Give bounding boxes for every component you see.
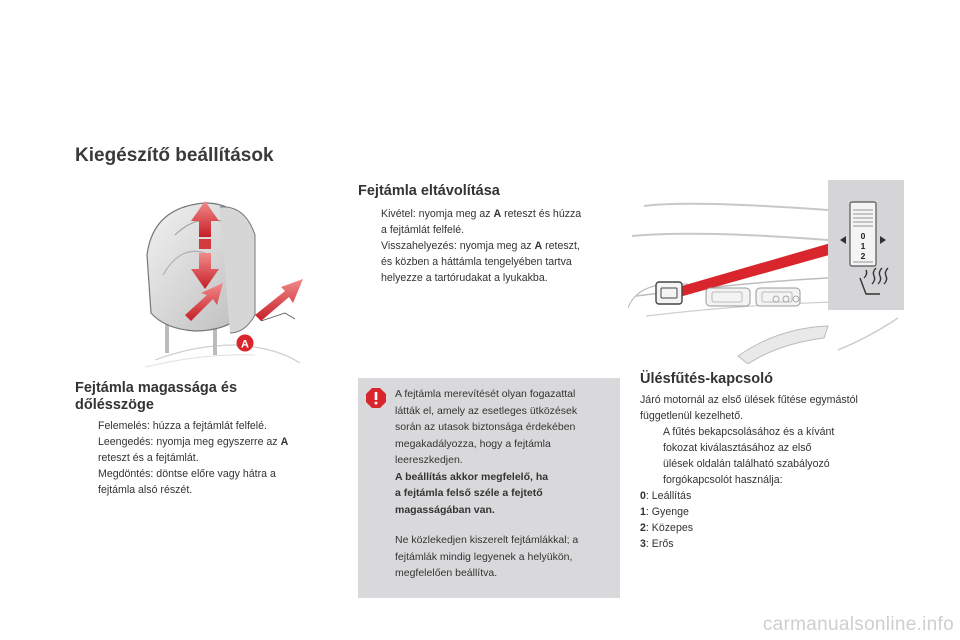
level-item: 0: Leállítás [640, 490, 692, 502]
seat-heating-intro: Járó motornál az első ülések fűtése egymástól függetlenül kezelhető. [640, 394, 858, 422]
footer-watermark: carmanualsonline.info [762, 614, 954, 635]
headrest-height-heading: Fejtámla magassága és dőlésszöge [75, 380, 238, 413]
dial-label-1: 1 [860, 241, 866, 251]
level-item: 2: Közepes [640, 522, 694, 534]
seat-heating-illustration [628, 178, 906, 364]
headrest-height-list [75, 418, 330, 498]
seat-heating-heading: Ülésfűtés-kapcsoló [640, 371, 773, 387]
warning-text: A fejtámla merevítését olyan fogazattal látták el, amely az esetleges ütközések során az utasok biztonsága érdekében megakadályozza, hogy a fejtámla leereszkedjen. A beállítás akkor megfelelő, ha a fejtámla felső széle a fejtető magasságában van. Ne közlekedjen kiszerelt fejtámlákkal; a fejtámlák mindig legyenek a helyükön, megfelelően beállítva. [395, 388, 579, 579]
warning-box [358, 378, 620, 598]
level-item: 3: Erős [640, 538, 674, 550]
figure-label-a: A [241, 338, 249, 351]
dial-label-2: 2 [860, 251, 866, 261]
headrest-removal-list [358, 206, 628, 286]
list-item: Megdöntés: döntse előre vagy hátra a fejtámla alsó részét. [98, 468, 276, 496]
page-title: Kiegészítő beállítások [75, 145, 274, 166]
headrest-illustration [135, 195, 310, 370]
list-item: A fűtés bekapcsolásához és a kívánt fokozat kiválasztásához az első ülések oldalán található szabályozó forgókapcsolót használja: [663, 426, 835, 486]
dial-label-0: 0 [860, 231, 866, 241]
seat-heating-levels [640, 488, 693, 552]
headrest-removal-heading: Fejtámla eltávolítása [358, 183, 500, 199]
seat-heating-list [640, 424, 925, 488]
warning-icon [366, 388, 386, 408]
list-item: Visszahelyezés: nyomja meg az A reteszt, és közben a háttámla tengelyében tartva helyezze a tartórudakat a lyukakba. [381, 240, 580, 284]
list-item: Felemelés: húzza a fejtámlát felfelé. [98, 420, 267, 432]
list-item: Kivétel: nyomja meg az A reteszt és húzza a fejtámlát felfelé. [381, 208, 582, 236]
list-item: Leengedés: nyomja meg egyszerre az A reteszt és a fejtámlát. [98, 436, 289, 464]
level-item: 1: Gyenge [640, 506, 689, 518]
